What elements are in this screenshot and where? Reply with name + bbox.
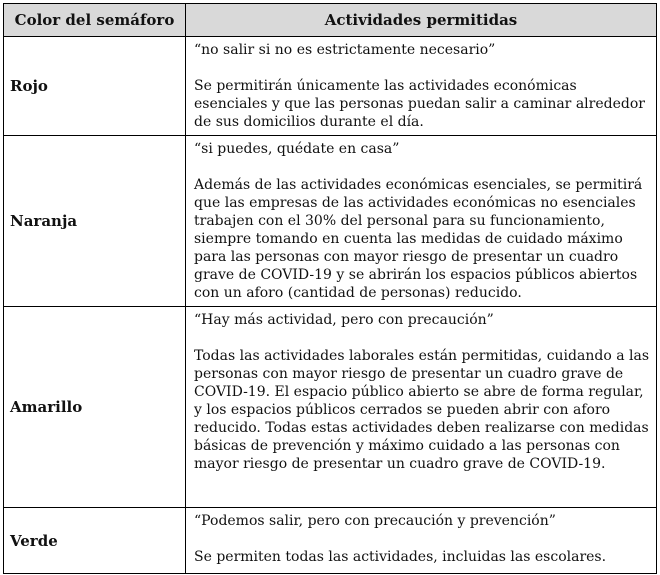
activities-cell [186, 37, 657, 136]
table-row [4, 508, 657, 574]
row-description: Se permitirán únicamente las actividades económicas esenciales y que las personas puedan salir a caminar alrededor de sus domicilios durante el día. [194, 78, 645, 130]
color-cell-verde: Verde [4, 508, 186, 574]
table-row [4, 37, 657, 136]
color-cell-naranja: Naranja [4, 136, 186, 307]
row-description: Además de las actividades económicas esenciales, se permitirá que las empresas de las actividades económicas no esenciales trabajen con el 30% del personal para su funcionamiento, siempre tomando en cuenta las medidas de cuidado máximo para las personas con mayor riesgo de presentar un cuadro grave de COVID-19 y se abrirán los espacios públicos abiertos con un aforo (cantidad de personas) reducido. [194, 177, 643, 301]
header-color: Color del semáforo [4, 4, 186, 37]
table-row [4, 307, 657, 508]
activities-cell [186, 508, 657, 574]
color-cell-rojo: Rojo [4, 37, 186, 136]
activities-cell [186, 307, 657, 508]
color-cell-amarillo: Amarillo [4, 307, 186, 508]
table-row [4, 136, 657, 307]
row-quote: “si puedes, quédate en casa” [194, 141, 400, 157]
row-quote: “Podemos salir, pero con precaución y prevención” [194, 513, 556, 529]
semaforo-table [3, 3, 657, 574]
row-description: Todas las actividades laborales están permitidas, cuidando a las personas con mayor riesgo de presentar un cuadro grave de COVID-19. El espacio público abierto se abre de forma regular, y los espacios públicos cerrados se pueden abrir con aforo reducido. Todas estas actividades deben realizarse con medidas básicas de prevención y máximo cuidado a las personas con mayor riesgo de presentar un cuadro grave de COVID-19. [194, 348, 650, 472]
header-row [4, 4, 657, 37]
row-description: Se permiten todas las actividades, incluidas las escolares. [194, 549, 607, 565]
activities-cell [186, 136, 657, 307]
row-quote: “Hay más actividad, pero con precaución” [194, 312, 494, 328]
header-activities: Actividades permitidas [186, 4, 657, 37]
row-quote: “no salir si no es estrictamente necesario” [194, 42, 496, 58]
